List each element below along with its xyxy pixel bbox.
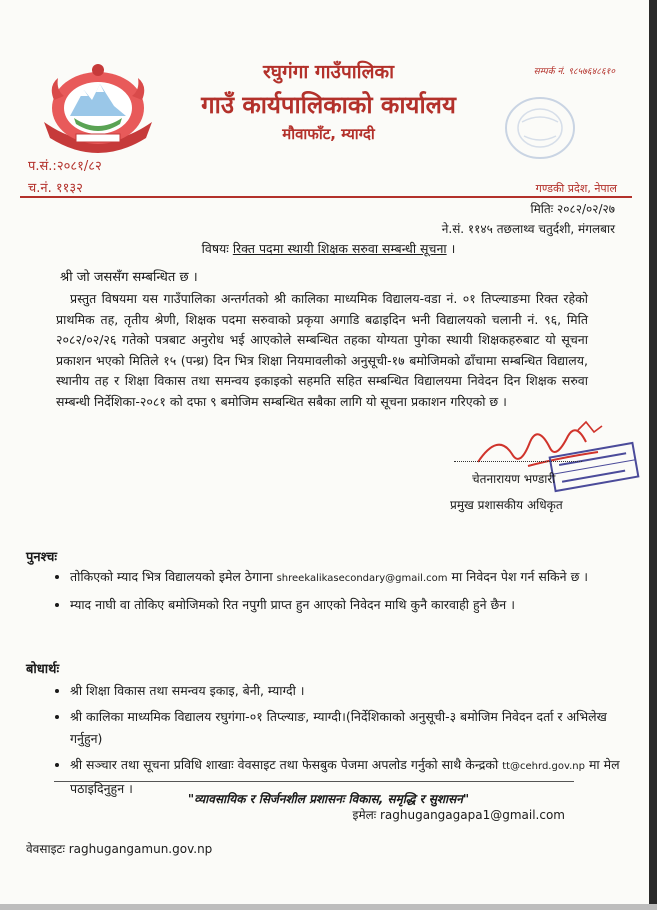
contact-number: सम्पर्क नं. ९८५७६४८६१०: [533, 67, 615, 77]
footer-divider: [54, 781, 574, 782]
subject-end: ।: [450, 241, 456, 256]
list-item: • तोकिएको म्याद भित्र विद्यालयको इमेल ठेगाना shreekalikasecondary@gmail.com मा निवेदन पेश गर्न सकिने छ ।: [70, 566, 622, 590]
postscript-heading: पुनश्चः: [26, 550, 58, 565]
list-item: • श्री शिक्षा विकास तथा समन्वय इकाइ, बेनी, म्याग्दी ।: [70, 680, 622, 702]
signature-line: [454, 461, 582, 462]
office-location: मौवाफाँट, म्याग्दी: [282, 125, 375, 143]
municipality-name: रघुगंगा गाउँपालिका: [263, 61, 394, 83]
fiscal-year-ref: प.सं.:२०८१/८२: [28, 159, 102, 174]
footer-website: वेवसाइटः raghugangamun.gov.np: [26, 842, 213, 856]
list-item: • श्री कालिका माध्यमिक विद्यालय रघुगंगा-०१ तिप्ल्याङ, म्याग्दी।(निर्देशिकाको अनुसूची-३ बमोजिम निवेदन दर्ता र अभिलेख गर्नुहुन): [70, 706, 622, 750]
salutation: श्री जो जससँग सम्बन्धित छ ।: [60, 270, 198, 285]
cc-heading: बोधार्थः: [26, 662, 60, 677]
faint-stamp-icon: [500, 92, 580, 164]
subject-label: विषयः: [201, 241, 229, 256]
center-email: tt@cehrd.gov.np: [502, 761, 585, 772]
footer-email: इमेलः raghugangagapa1@gmail.com: [352, 808, 565, 822]
postscript-list: [46, 566, 622, 620]
scan-edge-shadow: [649, 0, 657, 910]
subject-text: रिक्त पदमा स्थायी शिक्षक सरुवा सम्बन्धी सूचना: [232, 241, 447, 256]
office-name: गाउँ कार्यपालिकाको कार्यालय: [201, 91, 456, 119]
scan-bottom-edge: [0, 904, 657, 910]
cc-list: [46, 680, 622, 804]
list-item: • म्याद नाघी वा तोकिए बमोजिमको रित नपुगी प्राप्त हुन आएको निवेदन माथि कुनै कारवाही हुने छैन ।: [70, 594, 622, 616]
header-divider: [20, 196, 632, 198]
notice-date: मितिः २०८२/०२/२७: [530, 202, 615, 216]
province-label: गण्डकी प्रदेश, नेपाल: [535, 182, 617, 195]
dispatch-number: च.नं. ११३२: [28, 181, 83, 196]
school-email: shreekalikasecondary@gmail.com: [276, 573, 448, 584]
subject-line: [0, 240, 657, 257]
official-stamp-icon: [546, 440, 642, 494]
signatory-title: प्रमुख प्रशासकीय अधिकृत: [450, 498, 563, 512]
notice-body: [56, 289, 588, 412]
signatory-name: चेतनारायण भण्डारी: [472, 472, 556, 486]
nepal-sambat-date: ने.सं. ११४५ तछलाथ्व चतुर्दशी, मंगलबार: [441, 222, 615, 236]
body-paragraph: प्रस्तुत विषयमा यस गाउँपालिका अन्तर्गतको श्री कालिका माध्यमिक विद्यालय-वडा नं. ०१ तिप्ल्याङमा रिक्त रहेको प्राथमिक तह, तृतीय श्रेणी, शिक्षक पदमा सरुवाको प्रकृया अगाडि बढाइदिन भनी विद्यालयको चलानी नं. ९६, मिति २०८२/०२/२६ गतेको पत्रबाट अनुरोध भई आएकोले सम्बन्धित तहका योग्यता पुगेका स्थायी शिक्षकहरुबाट यो सूचना प्रकाशन भएको मितिले १५ (पन्ध्र) दिन भित्र शिक्षा नियमावलीको अनुसूची-१७ बमोजिमको ढाँचामा सम्बन्धित विद्यालय, स्थानीय तह र शिक्षा विकास तथा समन्वय इकाइको सहमति सहित सम्बन्धित विद्यालयमा निवेदन दिन शिक्षक सरुवा सम्बन्धी निर्देशिका-२०८१ को दफा ९ बमोजिम सम्बन्धित सबैका लागि यो सूचना प्रकाशन गरिएको छ ।: [56, 291, 588, 409]
list-item: • श्री सञ्चार तथा सूचना प्रविधि शाखाः वेवसाइट तथा फेसबुक पेजमा अपलोड गर्नुको साथै केन्द्रको tt@cehrd.gov.np मा मेल पठाइदिनुहुन ।: [70, 754, 622, 800]
footer-motto: "व्यावसायिक र सिर्जनशील प्रशासनः विकास, समृद्धि र सुशासन": [187, 792, 470, 806]
